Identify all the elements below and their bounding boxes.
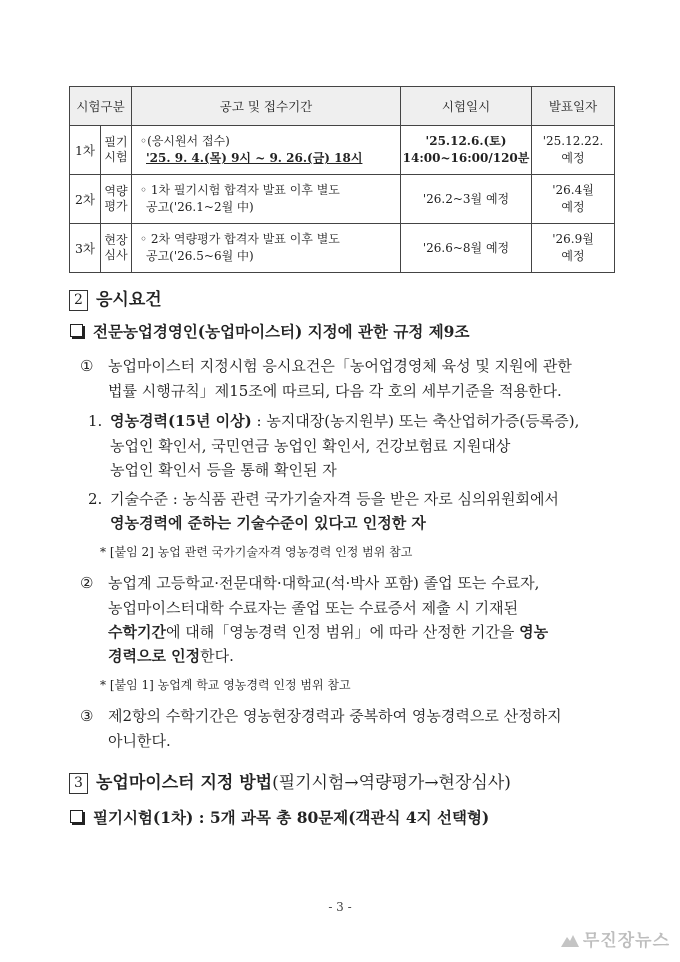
section-number-box: 2	[69, 290, 88, 311]
paragraph-3-marker: ③	[80, 707, 94, 725]
section-2-subheading	[70, 320, 469, 342]
header-result-date: 발표일자	[532, 87, 615, 126]
checkbox-bullet-icon	[70, 324, 83, 337]
paragraph-2-line4	[108, 646, 234, 666]
row-result-line1: '26.9월	[552, 232, 594, 246]
paragraph-1-marker: ①	[80, 357, 94, 375]
row-exam-date	[401, 175, 532, 224]
row-round: 1차	[70, 126, 101, 175]
table-row	[70, 126, 615, 175]
row-type-text: 현장 심사	[104, 233, 128, 262]
row-result-line2: 예정	[561, 151, 585, 165]
paragraph-3-line1: 제2항의 수학기간은 영농현장경력과 중복하여 영농경력으로 산정하지	[108, 707, 562, 725]
row-type-text: 필기 시험	[104, 135, 128, 164]
row-notice	[132, 126, 401, 175]
row-notice-line2: 공고('26.1~2월 中)	[146, 200, 254, 214]
checkbox-bullet-icon	[70, 810, 83, 823]
paragraph-2-line3	[108, 622, 548, 642]
row-result	[532, 175, 615, 224]
section-3-heading	[69, 768, 511, 794]
p2-bold-2: 영농	[519, 623, 549, 641]
item-2-marker: 2.	[88, 490, 103, 508]
watermark-text: 무진장뉴스	[582, 931, 670, 951]
table-row	[70, 224, 615, 273]
subheading-text: 필기시험(1차) : 5개 과목 총 80문제(객관식 4지 선택형)	[93, 808, 490, 827]
row-notice-line2: 공고('26.5~6월 中)	[146, 249, 254, 263]
row-exam-date	[401, 126, 532, 175]
paragraph-2-marker: ②	[80, 574, 94, 592]
note-2: * [붙임 1] 농업계 학교 영농경력 인정 범위 참고	[100, 678, 351, 692]
row-type	[101, 126, 132, 175]
row-exam-date-line1: '26.2~3월 예정	[422, 191, 510, 206]
item-1-rest: : 농지대장(농지원부) 또는 축산업허가증(등록증),	[251, 412, 580, 430]
watermark-logo	[561, 926, 670, 951]
row-type	[101, 175, 132, 224]
item-1-line2: 농업인 확인서, 국민연금 농업인 확인서, 건강보험료 지원대상	[110, 437, 511, 455]
paragraph-2-line2: 농업마이스터대학 수료자는 졸업 또는 수료증서 제출 시 기재된	[108, 599, 519, 617]
row-result	[532, 224, 615, 273]
row-result	[532, 126, 615, 175]
table-row	[70, 175, 615, 224]
row-notice-line1: ◦(응시원서 접수)	[140, 134, 230, 148]
header-notice-period: 공고 및 접수기간	[132, 87, 401, 126]
row-type-text: 역량 평가	[104, 184, 128, 213]
header-exam-date: 시험일시	[401, 87, 532, 126]
item-1-line3: 농업인 확인서 등을 통해 확인된 자	[110, 461, 337, 479]
row-round: 2차	[70, 175, 101, 224]
row-exam-date-line2: 14:00~16:00/120분	[402, 151, 530, 165]
mountain-icon	[561, 933, 579, 947]
note-1: * [붙임 2] 농업 관련 국가기술자격 영농경력 인정 범위 참고	[100, 545, 413, 559]
row-result-line1: '25.12.22.	[542, 134, 604, 148]
row-notice-line1: ◦ 2차 역량평가 합격자 발표 이후 별도	[140, 232, 340, 246]
subheading-text: 전문농업경영인(농업마이스터) 지정에 관한 규정 제9조	[93, 322, 470, 341]
row-result-line1: '26.4월	[552, 183, 594, 197]
page-number: - 3 -	[328, 900, 352, 914]
p2-mid: 에 대해「영농경력 인정 범위」에 따라 산정한 기간을	[165, 623, 520, 641]
section-title-rest: (필기시험→역량평가→현장심사)	[272, 773, 511, 793]
row-result-line2: 예정	[561, 200, 585, 214]
header-exam-type: 시험구분	[70, 87, 132, 126]
section-2-heading	[69, 285, 162, 311]
row-exam-date-line1: '26.6~8월 예정	[422, 240, 510, 255]
row-notice	[132, 175, 401, 224]
section-title: 응시요건	[96, 290, 162, 310]
exam-schedule-table	[69, 86, 615, 273]
row-notice-line1: ◦ 1차 필기시험 합격자 발표 이후 별도	[140, 183, 340, 197]
item-2-line1: 기술수준 : 농식품 관련 국가기술자격 등을 받은 자로 심의위원회에서	[110, 490, 559, 508]
section-title: 농업마이스터 지정 방법	[96, 773, 273, 793]
item-1-marker: 1.	[88, 412, 103, 430]
p2-bold-3: 경력으로 인정	[108, 647, 201, 665]
item-1-bold: 영농경력(15년 이상)	[110, 412, 252, 430]
row-notice	[132, 224, 401, 273]
row-exam-date-line1: '25.12.6.(토)	[425, 134, 507, 148]
section-number-box: 3	[69, 773, 88, 794]
paragraph-3-line2: 아니한다.	[108, 732, 171, 750]
row-result-line2: 예정	[561, 249, 585, 263]
row-exam-date	[401, 224, 532, 273]
item-2-line2: 영농경력에 준하는 기술수준이 있다고 인정한 자	[110, 514, 426, 532]
p2-rest: 한다.	[200, 647, 234, 665]
table-header-row	[70, 87, 615, 126]
section-3-subheading	[70, 806, 489, 828]
row-type	[101, 224, 132, 273]
row-round: 3차	[70, 224, 101, 273]
paragraph-2-line1: 농업계 고등학교·전문대학·대학교(석·박사 포함) 졸업 또는 수료자,	[108, 574, 540, 592]
paragraph-1-line1: 농업마이스터 지정시험 응시요건은「농어업경영체 육성 및 지원에 관한	[108, 357, 572, 375]
p2-bold-1: 수학기간	[108, 623, 166, 641]
paragraph-1-line2: 법률 시행규칙」제15조에 따르되, 다음 각 호의 세부기준을 적용한다.	[108, 382, 562, 400]
row-notice-line2: '25. 9. 4.(목) 9시 ~ 9. 26.(금) 18시	[146, 151, 363, 165]
item-1-line1	[110, 411, 579, 431]
